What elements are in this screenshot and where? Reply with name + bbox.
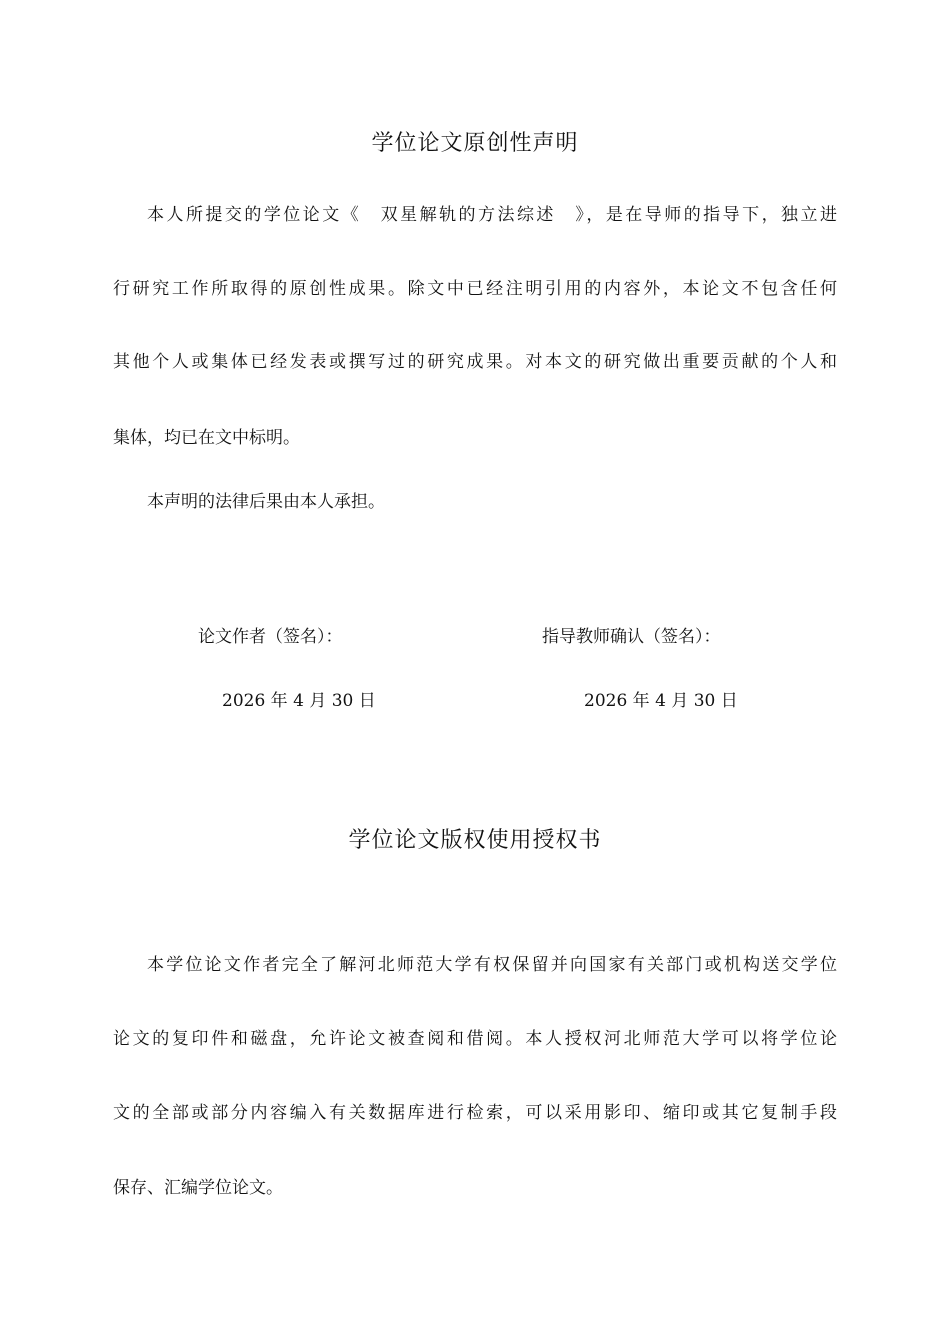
declaration-para1-line2: 行研究工作所取得的原创性成果。除文中已经注明引用的内容外，本论文不包含任何 [113,279,837,299]
author-signature-date [222,690,376,712]
author-date-month: 4 [293,691,304,711]
declaration-para1-line3: 其他个人或集体已经发表或撰写过的研究成果。对本文的研究做出重要贡献的个人和 [113,352,837,372]
declaration-para2: 本声明的法律后果由本人承担。 [147,492,385,512]
advisor-date-day-unit: 日 [720,691,738,711]
advisor-date-month-unit: 月 [671,691,689,711]
author-date-day: 30 [331,691,354,711]
authorization-para-line2: 论文的复印件和磁盘，允许论文被查阅和借阅。本人授权河北师范大学可以将学位论 [113,1029,837,1049]
declaration-para1-line1: 本人所提交的学位论文《 双星解轨的方法综述 》，是在导师的指导下，独立进 [147,205,837,225]
declaration-para1-line4: 集体，均已在文中标明。 [113,428,300,448]
author-date-year-unit: 年 [270,691,288,711]
advisor-date-year: 2026 [584,691,628,711]
advisor-signature-label: 指导教师确认（签名）： [542,627,721,647]
declaration-title: 学位论文原创性声明 [371,131,579,156]
advisor-date-day: 30 [693,691,716,711]
author-date-year: 2026 [222,691,266,711]
authorization-para-line4: 保存、汇编学位论文。 [113,1178,283,1198]
authorization-para-line3: 文的全部或部分内容编入有关数据库进行检索，可以采用影印、缩印或其它复制手段 [113,1103,837,1123]
author-date-day-unit: 日 [358,691,376,711]
author-signature-label: 论文作者（签名）： [198,627,343,647]
advisor-date-year-unit: 年 [632,691,650,711]
author-date-month-unit: 月 [309,691,327,711]
advisor-date-month: 4 [655,691,666,711]
advisor-signature-date [584,690,738,712]
authorization-para-line1: 本学位论文作者完全了解河北师范大学有权保留并向国家有关部门或机构送交学位 [147,955,837,975]
authorization-title: 学位论文版权使用授权书 [348,828,602,853]
